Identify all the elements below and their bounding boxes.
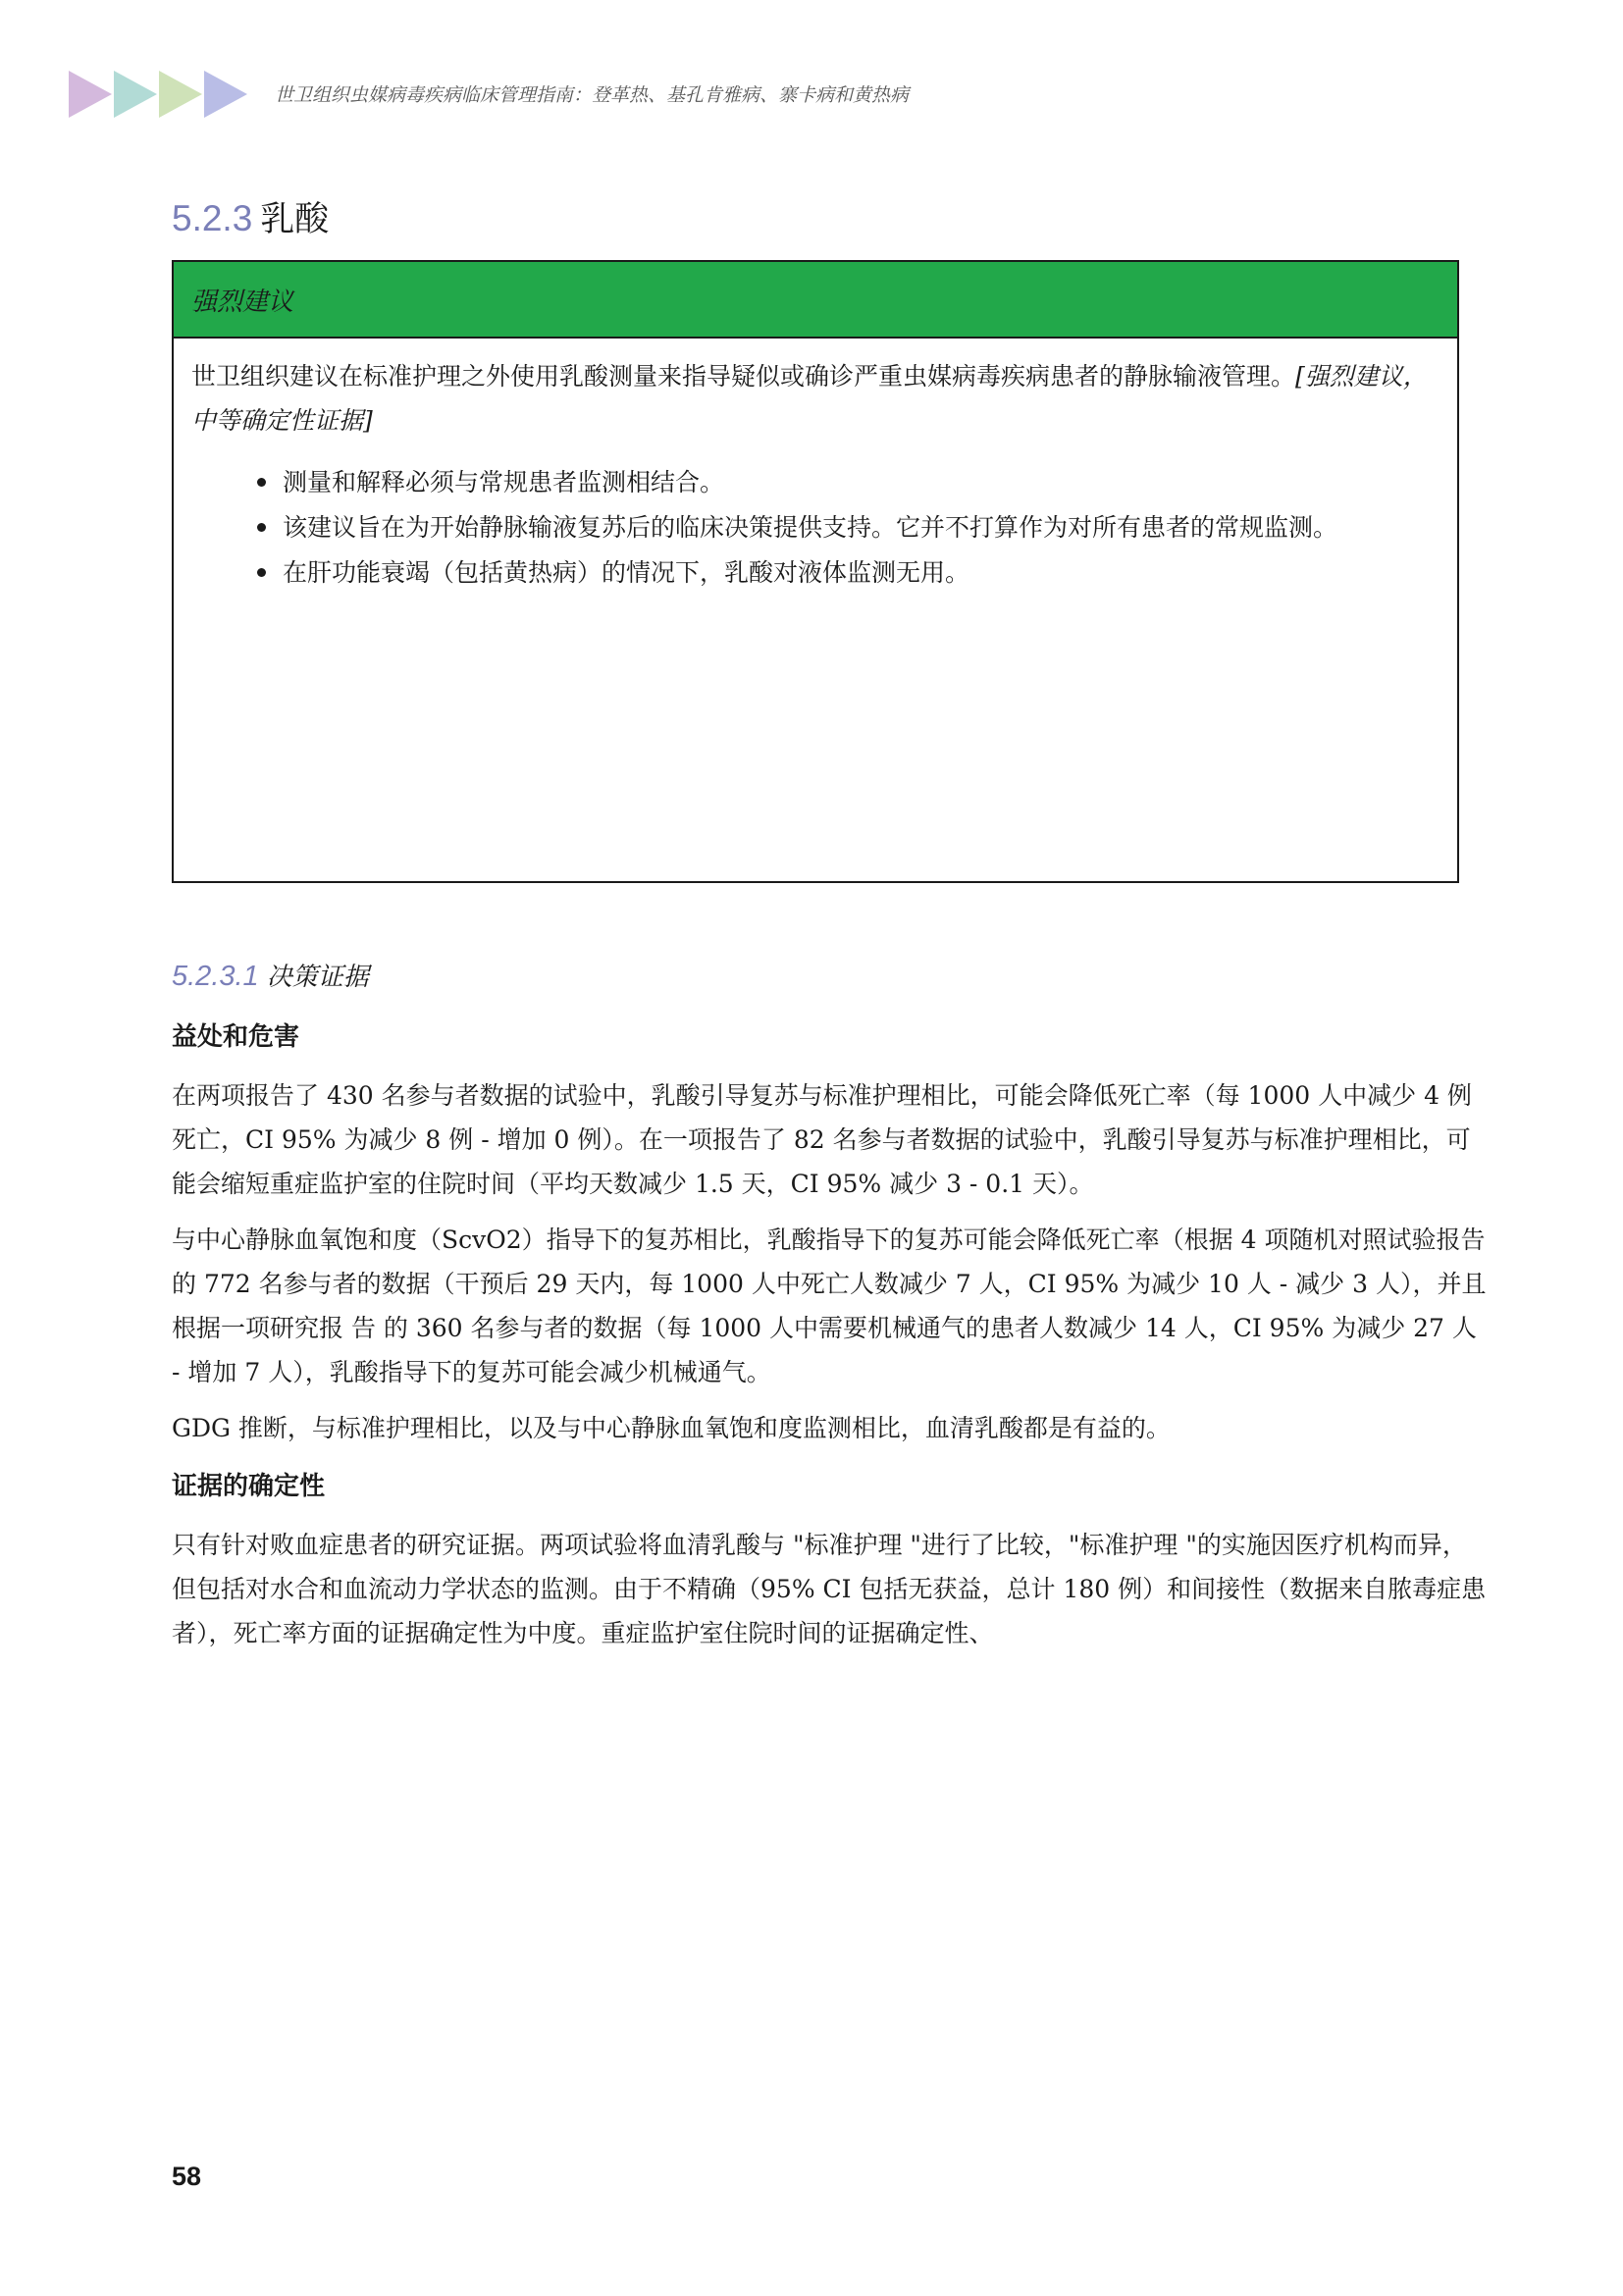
page-number: 58 bbox=[172, 2162, 202, 2191]
section-title: 乳酸 bbox=[260, 200, 330, 239]
certainty-paragraph: 只有针对败血症患者的研究证据。两项试验将血清乳酸与 "标准护理 "进行了比较，"标准护理 "的实施因医疗机构而异，但包括对水合和血流动力学状态的监测。由于不精确（95% CI 包括无获益，总计 180 例）和间接性（数据来自脓毒症患者），死亡率方面的证据确定性为中度。重症监护室住院时间的证据确定性、 bbox=[172, 1531, 1487, 1647]
subsection-heading bbox=[172, 957, 369, 993]
recommendation-strength-label: 强烈建议 bbox=[191, 287, 294, 317]
recommendation-text bbox=[191, 354, 1440, 443]
recommendation-box bbox=[172, 260, 1459, 883]
subsection-number: 5.2.3.1 bbox=[172, 961, 259, 992]
bullet-text: 在肝功能衰竭（包括黄热病）的情况下，乳酸对液体监测无用。 bbox=[283, 558, 970, 587]
bullet-icon bbox=[257, 568, 266, 577]
main-content bbox=[172, 1013, 1487, 1667]
benefits-paragraph: 与中心静脉血氧饱和度（ScvO2）指导下的复苏相比，乳酸指导下的复苏可能会降低死亡率（根据 4 项随机对照试验报告的 772 名参与者的数据（干预后 29 天内，每 1000 人中死亡人数减少 7 人，CI 95% 为减少 10 人 - 减少 3 人），并且根据一项研究报 告 的 360 名参与者的数据（每 1000 人中需要机械通气的患者人数减少 14 人，CI 95% 为减少 27 人 - 增加 7 人），乳酸指导下的复苏可能会减少机械通气。 bbox=[172, 1226, 1487, 1386]
bullet-text: 测量和解释必须与常规患者监测相结合。 bbox=[283, 468, 725, 496]
list-item bbox=[191, 550, 1440, 596]
triangle-arrows-icon bbox=[69, 69, 265, 120]
header-triangle bbox=[69, 71, 112, 118]
certainty-heading: 证据的确定性 bbox=[172, 1472, 326, 1501]
page-header bbox=[69, 69, 1560, 128]
section-number: 5.2.3 bbox=[172, 198, 253, 238]
bullet-text: 该建议旨在为开始静脉输液复苏后的临床决策提供支持。它并不打算作为对所有患者的常规监测。 bbox=[283, 513, 1338, 542]
recommendation-strength: [强烈建议，中等确定性证据] bbox=[191, 362, 1428, 435]
header-triangle bbox=[159, 71, 202, 118]
header-triangles-decoration bbox=[69, 69, 265, 120]
benefits-heading: 益处和危害 bbox=[172, 1022, 300, 1052]
subsection-title: 决策证据 bbox=[266, 963, 369, 992]
section-heading bbox=[172, 192, 329, 241]
running-header-title: 世卫组织虫媒病毒疾病临床管理指南：登革热、基孔肯雅病、寨卡病和黄热病 bbox=[275, 84, 910, 106]
list-item bbox=[191, 505, 1440, 550]
recommendation-body bbox=[174, 339, 1457, 596]
recommendation-bullets bbox=[191, 460, 1440, 596]
list-item bbox=[191, 460, 1440, 505]
bullet-icon bbox=[257, 523, 266, 532]
benefits-paragraph: GDG 推断，与标准护理相比，以及与中心静脉血氧饱和度监测相比，血清乳酸都是有益的。 bbox=[172, 1414, 1171, 1442]
header-triangle bbox=[114, 71, 157, 118]
recommendation-header bbox=[174, 262, 1457, 339]
recommendation-statement: 世卫组织建议在标准护理之外使用乳酸测量来指导疑似或确诊严重虫媒病毒疾病患者的静脉输液管理。 bbox=[191, 362, 1296, 391]
benefits-paragraph: 在两项报告了 430 名参与者数据的试验中，乳酸引导复苏与标准护理相比，可能会降低死亡率（每 1000 人中减少 4 例死亡，CI 95% 为减少 8 例 - 增加 0 例）。在一项报告了 82 名参与者数据的试验中，乳酸引导复苏与标准护理相比，可能会缩短重症监护室的住院时间（平均天数减少 1.5 天，CI 95% 减少 3 - 0.1 天）。 bbox=[172, 1081, 1472, 1198]
header-triangle bbox=[204, 71, 247, 118]
bullet-icon bbox=[257, 478, 266, 487]
